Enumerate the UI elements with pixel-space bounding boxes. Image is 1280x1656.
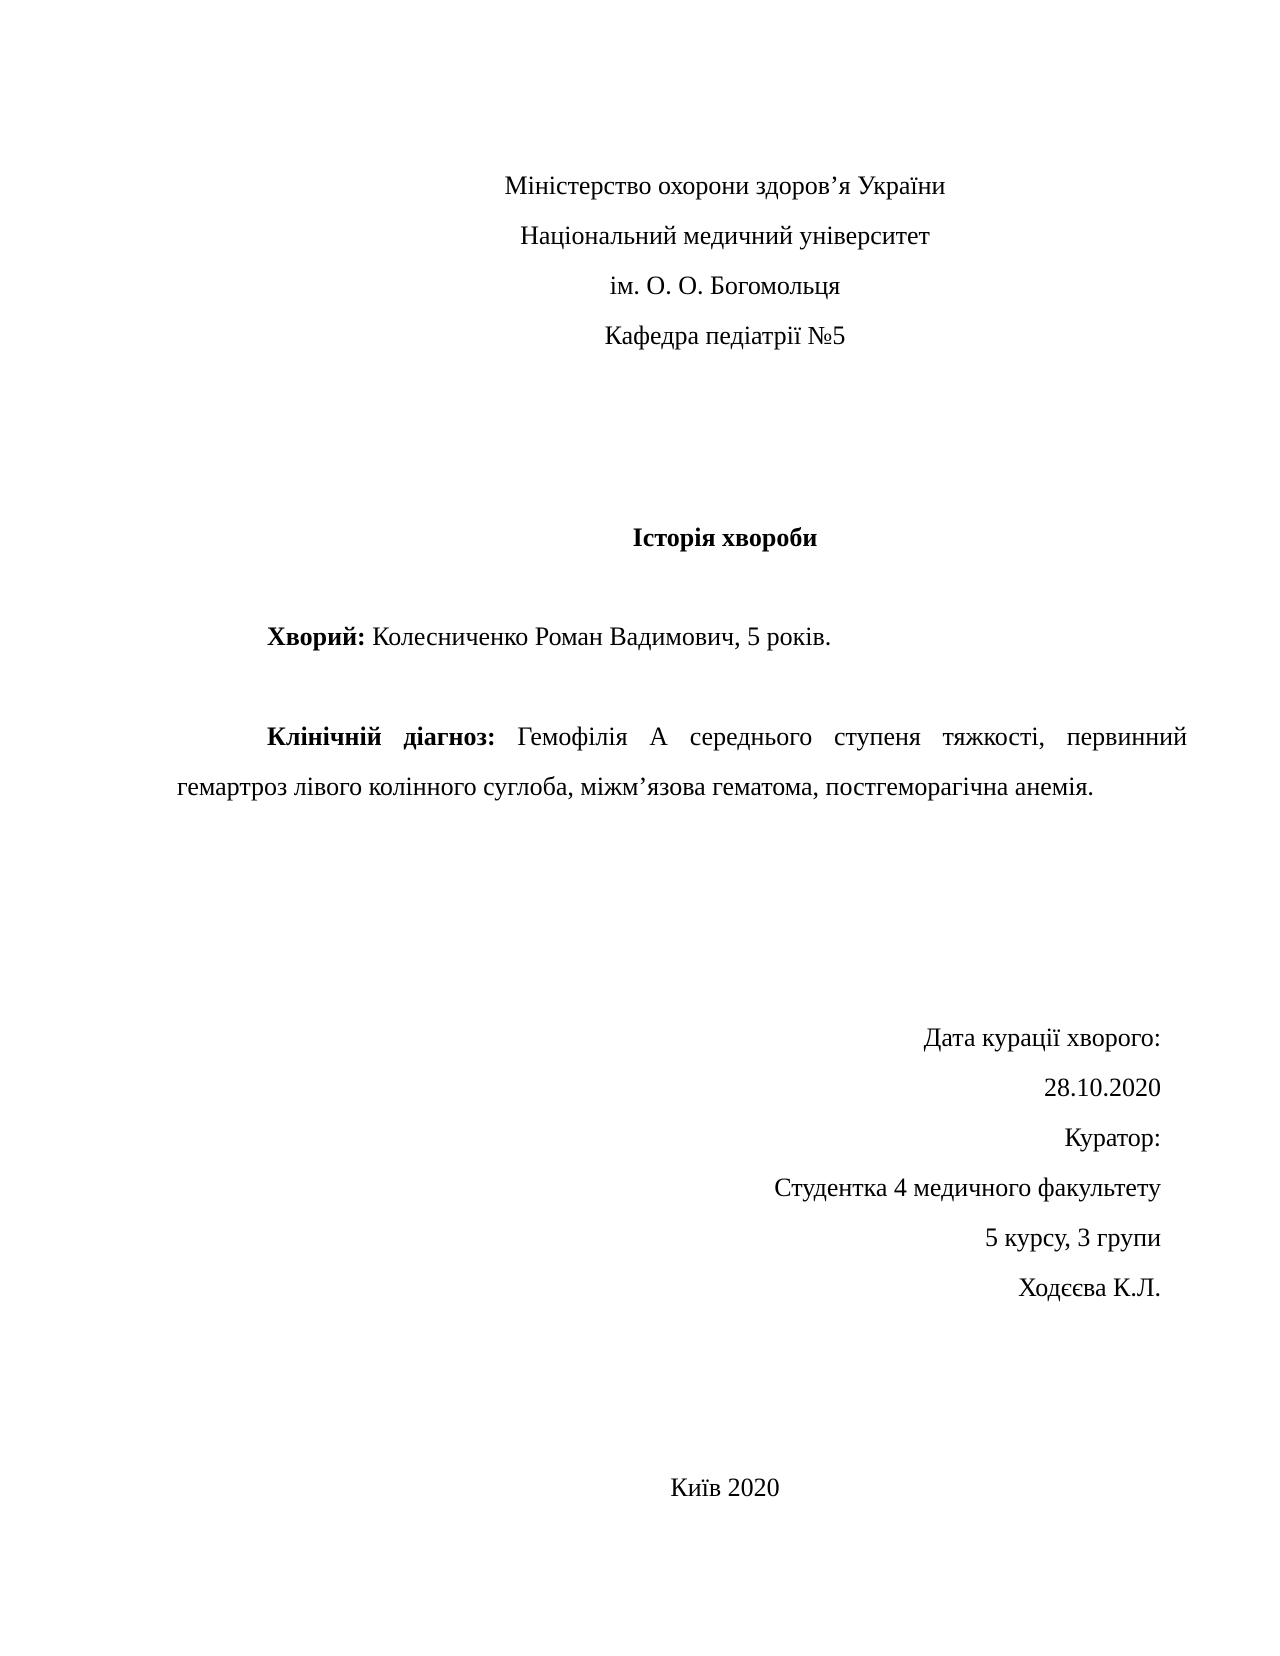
university-name-line: ім. О. О. Богомольця [609, 271, 841, 300]
ministry-line: Міністерство охорони здоров’я України [504, 171, 946, 200]
diagnosis-label: Клінічній діагноз: [267, 722, 496, 751]
curator-course-line: 5 курсу, 3 групи [984, 1223, 1161, 1252]
curator-name: Ходєєва К.Л. [1018, 1273, 1161, 1302]
curator-label: Куратор: [1064, 1123, 1161, 1152]
university-line: Національний медичний університет [520, 221, 930, 250]
curation-date-value: 28.10.2020 [1044, 1073, 1161, 1102]
patient-value: Колесниченко Роман Вадимович, 5 років. [365, 622, 832, 651]
patient-label: Хворий: [267, 622, 366, 651]
department-line: Кафедра педіатрії №5 [604, 321, 846, 350]
curator-faculty-line: Студентка 4 медичного факультету [774, 1173, 1161, 1202]
curation-date-label: Дата курації хворого: [923, 1023, 1161, 1052]
diagnosis-value: Гемофілія А середнього ступеня тяжкості, первинний гемартроз лівого колінного суглоба, міжм’язова гематома, постгеморагічна анемія. [177, 722, 1188, 801]
document-title: Історія хвороби [632, 523, 818, 552]
city-year: Київ 2020 [670, 1473, 780, 1502]
patient-paragraph [177, 612, 1187, 662]
diagnosis-paragraph [177, 712, 1187, 812]
